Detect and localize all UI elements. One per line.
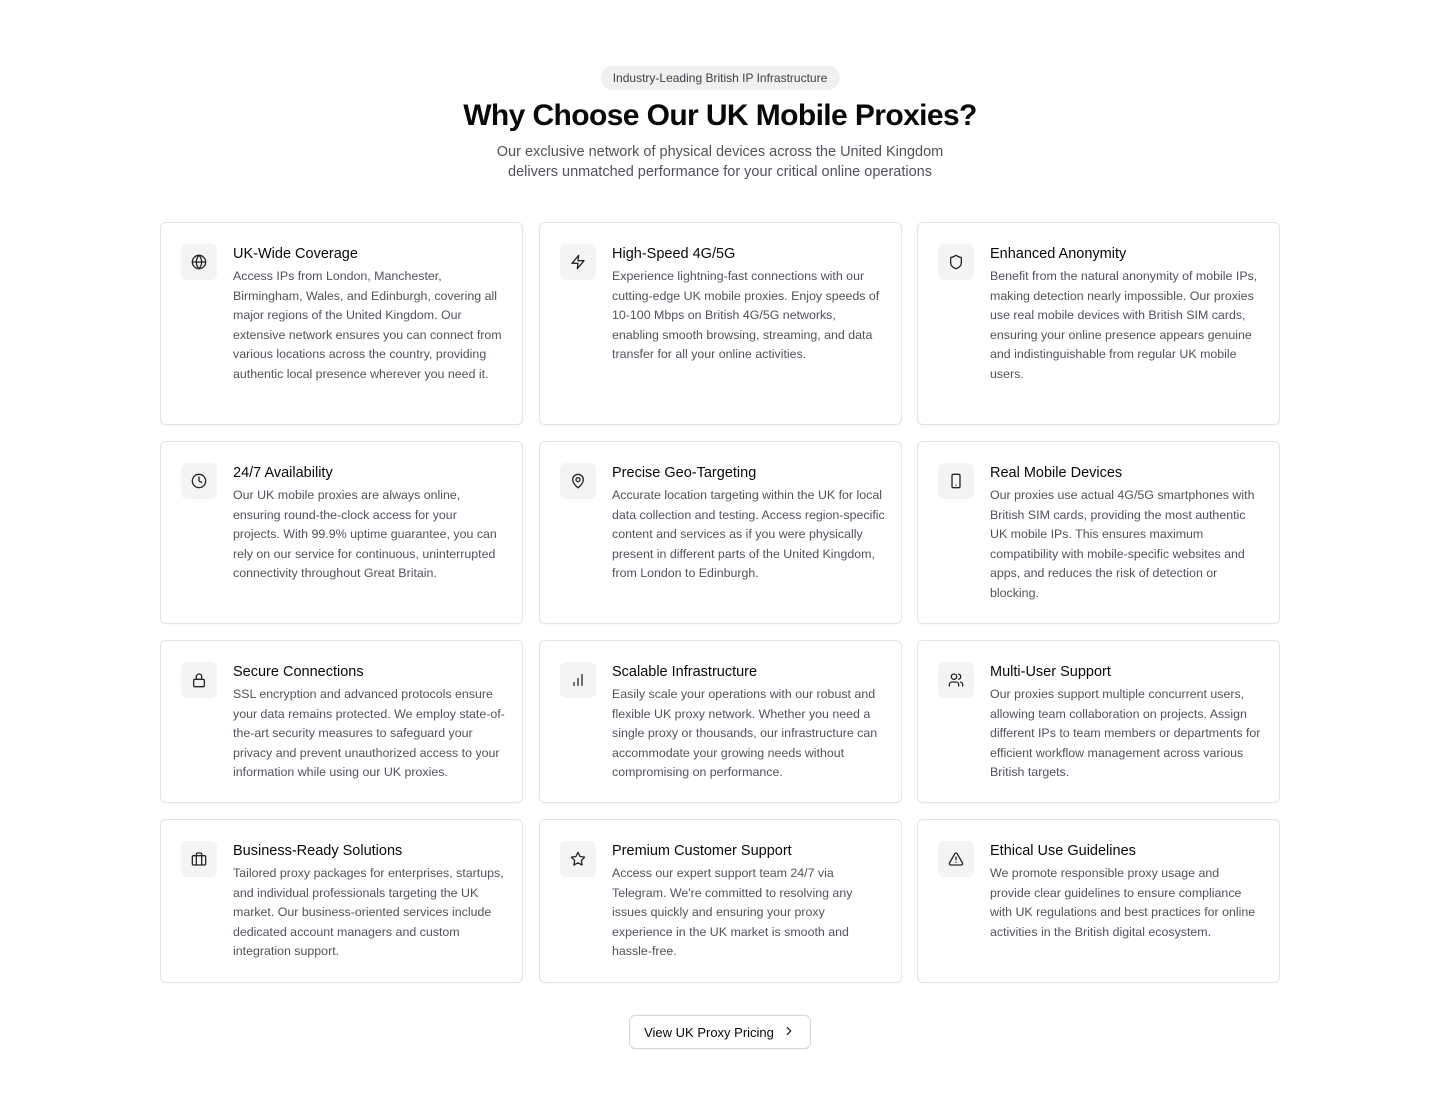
feature-card-secure-connections <box>160 640 523 803</box>
feature-title: Ethical Use Guidelines <box>990 843 1136 859</box>
feature-description: Easily scale your operations with our robust and flexible UK proxy network. Whether you need a single proxy or thousands, our infrastructure can accommodate your growing needs without compromising on performance. <box>612 687 878 779</box>
briefcase-icon <box>181 841 217 877</box>
feature-description: We promote responsible proxy usage and provide clear guidelines to ensure compliance with UK regulations and best practices for online activities in the British digital ecosystem. <box>990 866 1256 939</box>
users-icon <box>938 662 974 698</box>
feature-description: Our proxies support multiple concurrent users, allowing team collaboration on projects. Assign different IPs to team members or departments for efficient workflow management across various British targets. <box>990 687 1261 779</box>
feature-description: Experience lightning-fast connections with our cutting-edge UK mobile proxies. Enjoy speeds of 10-100 Mbps on British 4G/5G networks, enabling smooth browsing, streaming, and data transfer for all your online activities. <box>612 269 880 361</box>
feature-card-geo-targeting <box>539 441 902 624</box>
alert-triangle-icon <box>938 841 974 877</box>
section-badge: Industry-Leading British IP Infrastructure <box>601 66 840 90</box>
section-subtitle: Our exclusive network of physical devices across the United Kingdom delivers unmatched performance for your critical online operations <box>496 144 944 180</box>
clock-icon <box>181 463 217 499</box>
view-pricing-button[interactable] <box>629 1015 811 1049</box>
feature-card-ethical-use <box>917 819 1280 983</box>
feature-card-business-ready <box>160 819 523 983</box>
globe-icon <box>181 244 217 280</box>
shield-icon <box>938 244 974 280</box>
lock-icon <box>181 662 217 698</box>
feature-card-uk-wide-coverage <box>160 222 523 425</box>
section-title: Why Choose Our UK Mobile Proxies? <box>463 99 977 132</box>
map-pin-icon <box>560 463 596 499</box>
feature-title: Precise Geo-Targeting <box>612 465 757 481</box>
bar-chart-icon <box>560 662 596 698</box>
smartphone-icon <box>938 463 974 499</box>
feature-description: Access our expert support team 24/7 via Telegram. We're committed to resolving any issues quickly and ensuring your proxy experience in the UK market is smooth and hassle-free. <box>612 866 853 958</box>
feature-description: SSL encryption and advanced protocols ensure your data remains protected. We employ state-of-the-art security measures to safeguard your privacy and prevent unauthorized access to your information while using our UK proxies. <box>233 687 505 779</box>
feature-card-real-mobile-devices <box>917 441 1280 624</box>
star-icon <box>560 841 596 877</box>
lightning-icon <box>560 244 596 280</box>
feature-title: UK-Wide Coverage <box>233 246 358 262</box>
feature-card-multi-user-support <box>917 640 1280 803</box>
feature-title: Business-Ready Solutions <box>233 843 403 859</box>
feature-description: Access IPs from London, Manchester, Birmingham, Wales, and Edinburgh, covering all major regions of the United Kingdom. Our extensive network ensures you can connect from various locations across the country, providing authentic local presence wherever you need it. <box>233 269 502 381</box>
feature-description: Accurate location targeting within the UK for local data collection and testing. Access region-specific content and services as if you were physically present in different parts of the United Kingdom, from London to Edinburgh. <box>612 488 885 580</box>
feature-title: Secure Connections <box>233 664 364 680</box>
feature-title: Multi-User Support <box>990 664 1111 680</box>
feature-title: Enhanced Anonymity <box>990 246 1127 262</box>
feature-card-scalable-infrastructure <box>539 640 902 803</box>
feature-card-high-speed <box>539 222 902 425</box>
feature-title: High-Speed 4G/5G <box>612 246 736 262</box>
feature-title: Premium Customer Support <box>612 843 792 859</box>
feature-title: Real Mobile Devices <box>990 465 1123 481</box>
feature-card-premium-support <box>539 819 902 983</box>
chevron-right-icon <box>782 1024 796 1041</box>
feature-card-availability <box>160 441 523 624</box>
view-pricing-label: View UK Proxy Pricing <box>644 1024 774 1040</box>
feature-description: Our proxies use actual 4G/5G smartphones with British SIM cards, providing the most authentic UK mobile IPs. This ensures maximum compatibility with mobile-specific websites and apps, and reduces the risk of detection or blocking. <box>990 488 1255 600</box>
feature-description: Tailored proxy packages for enterprises, startups, and individual professionals targeting the UK market. Our business-oriented services include dedicated account managers and custom integration support. <box>233 866 504 958</box>
feature-card-enhanced-anonymity <box>917 222 1280 425</box>
feature-title: 24/7 Availability <box>233 465 333 481</box>
feature-title: Scalable Infrastructure <box>612 664 758 680</box>
feature-description: Our UK mobile proxies are always online, ensuring round-the-clock access for your projects. With 99.9% uptime guarantee, you can rely on our service for continuous, uninterrupted connectivity throughout Great Britain. <box>233 488 497 580</box>
feature-description: Benefit from the natural anonymity of mobile IPs, making detection nearly impossible. Our proxies use real mobile devices with British SIM cards, ensuring your online presence appears genuine and indistinguishable from regular UK mobile users. <box>990 269 1258 381</box>
